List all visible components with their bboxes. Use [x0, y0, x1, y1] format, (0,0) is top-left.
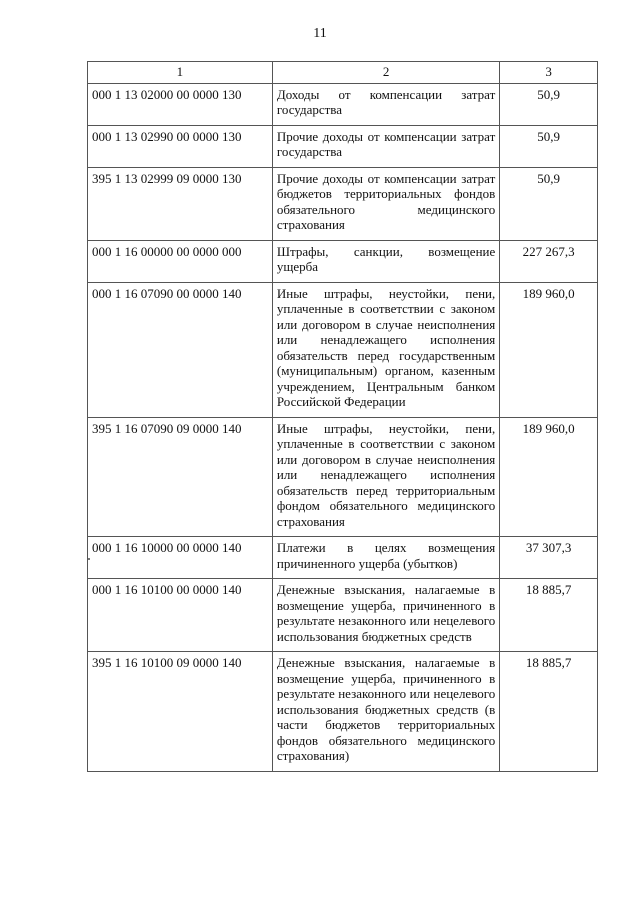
budget-code-cell: 000 1 16 07090 00 0000 140 — [88, 282, 273, 417]
table-row — [88, 125, 598, 167]
income-name-cell: Иные штрафы, неустойки, пени, уплаченные в соответствии с законом или договором в случае неисполнения или ненадлежащего исполнения обязательств перед государственным (муниципальным) органом, казенным учреждением, Центральным банком Российской Федерации — [272, 282, 499, 417]
amount-cell: 18 885,7 — [500, 652, 598, 772]
budget-code-cell: 000 1 16 10000 00 0000 140 — [88, 537, 273, 579]
income-name-cell: Денежные взыскания, налагаемые в возмещение ущерба, причиненного в результате незаконного или нецелевого использования бюджетных средств (в части бюджетов территориальных фондов обязательного медицинского страхования) — [272, 652, 499, 772]
income-name-cell: Иные штрафы, неустойки, пени, уплаченные в соответствии с законом или договором в случае неисполнения или ненадлежащего исполнения обязательств перед территориальным фондом обязательного медицинского страхования — [272, 417, 499, 537]
amount-cell: 50,9 — [500, 83, 598, 125]
scan-speck — [88, 558, 90, 560]
budget-code-cell: 000 1 16 00000 00 0000 000 — [88, 240, 273, 282]
income-name-cell: Прочие доходы от компенсации затрат государства — [272, 125, 499, 167]
page-number: 11 — [313, 26, 327, 41]
table-row — [88, 282, 598, 417]
column-header-code: 1 — [88, 62, 273, 84]
budget-code-cell: 000 1 13 02990 00 0000 130 — [88, 125, 273, 167]
amount-cell: 18 885,7 — [500, 579, 598, 652]
amount-cell: 37 307,3 — [500, 537, 598, 579]
table-row — [88, 83, 598, 125]
amount-cell: 227 267,3 — [500, 240, 598, 282]
column-header-name: 2 — [272, 62, 499, 84]
amount-cell: 50,9 — [500, 167, 598, 240]
table-row — [88, 417, 598, 537]
table-row — [88, 537, 598, 579]
budget-code-cell: 000 1 16 10100 00 0000 140 — [88, 579, 273, 652]
table-row — [88, 579, 598, 652]
budget-code-cell: 395 1 13 02999 09 0000 130 — [88, 167, 273, 240]
table-row — [88, 240, 598, 282]
budget-table — [87, 61, 598, 772]
income-name-cell: Денежные взыскания, налагаемые в возмещение ущерба, причиненного в результате незаконного или нецелевого использования бюджетных средств — [272, 579, 499, 652]
income-name-cell: Прочие доходы от компенсации затрат бюджетов территориальных фондов обязательного медицинского страхования — [272, 167, 499, 240]
header-row — [88, 62, 598, 84]
amount-cell: 50,9 — [500, 125, 598, 167]
table-row — [88, 652, 598, 772]
table-row — [88, 167, 598, 240]
budget-code-cell: 395 1 16 10100 09 0000 140 — [88, 652, 273, 772]
income-name-cell: Доходы от компенсации затрат государства — [272, 83, 499, 125]
income-name-cell: Платежи в целях возмещения причиненного ущерба (убытков) — [272, 537, 499, 579]
amount-cell: 189 960,0 — [500, 417, 598, 537]
column-header-amount: 3 — [500, 62, 598, 84]
budget-code-cell: 000 1 13 02000 00 0000 130 — [88, 83, 273, 125]
income-name-cell: Штрафы, санкции, возмещение ущерба — [272, 240, 499, 282]
budget-code-cell: 395 1 16 07090 09 0000 140 — [88, 417, 273, 537]
amount-cell: 189 960,0 — [500, 282, 598, 417]
